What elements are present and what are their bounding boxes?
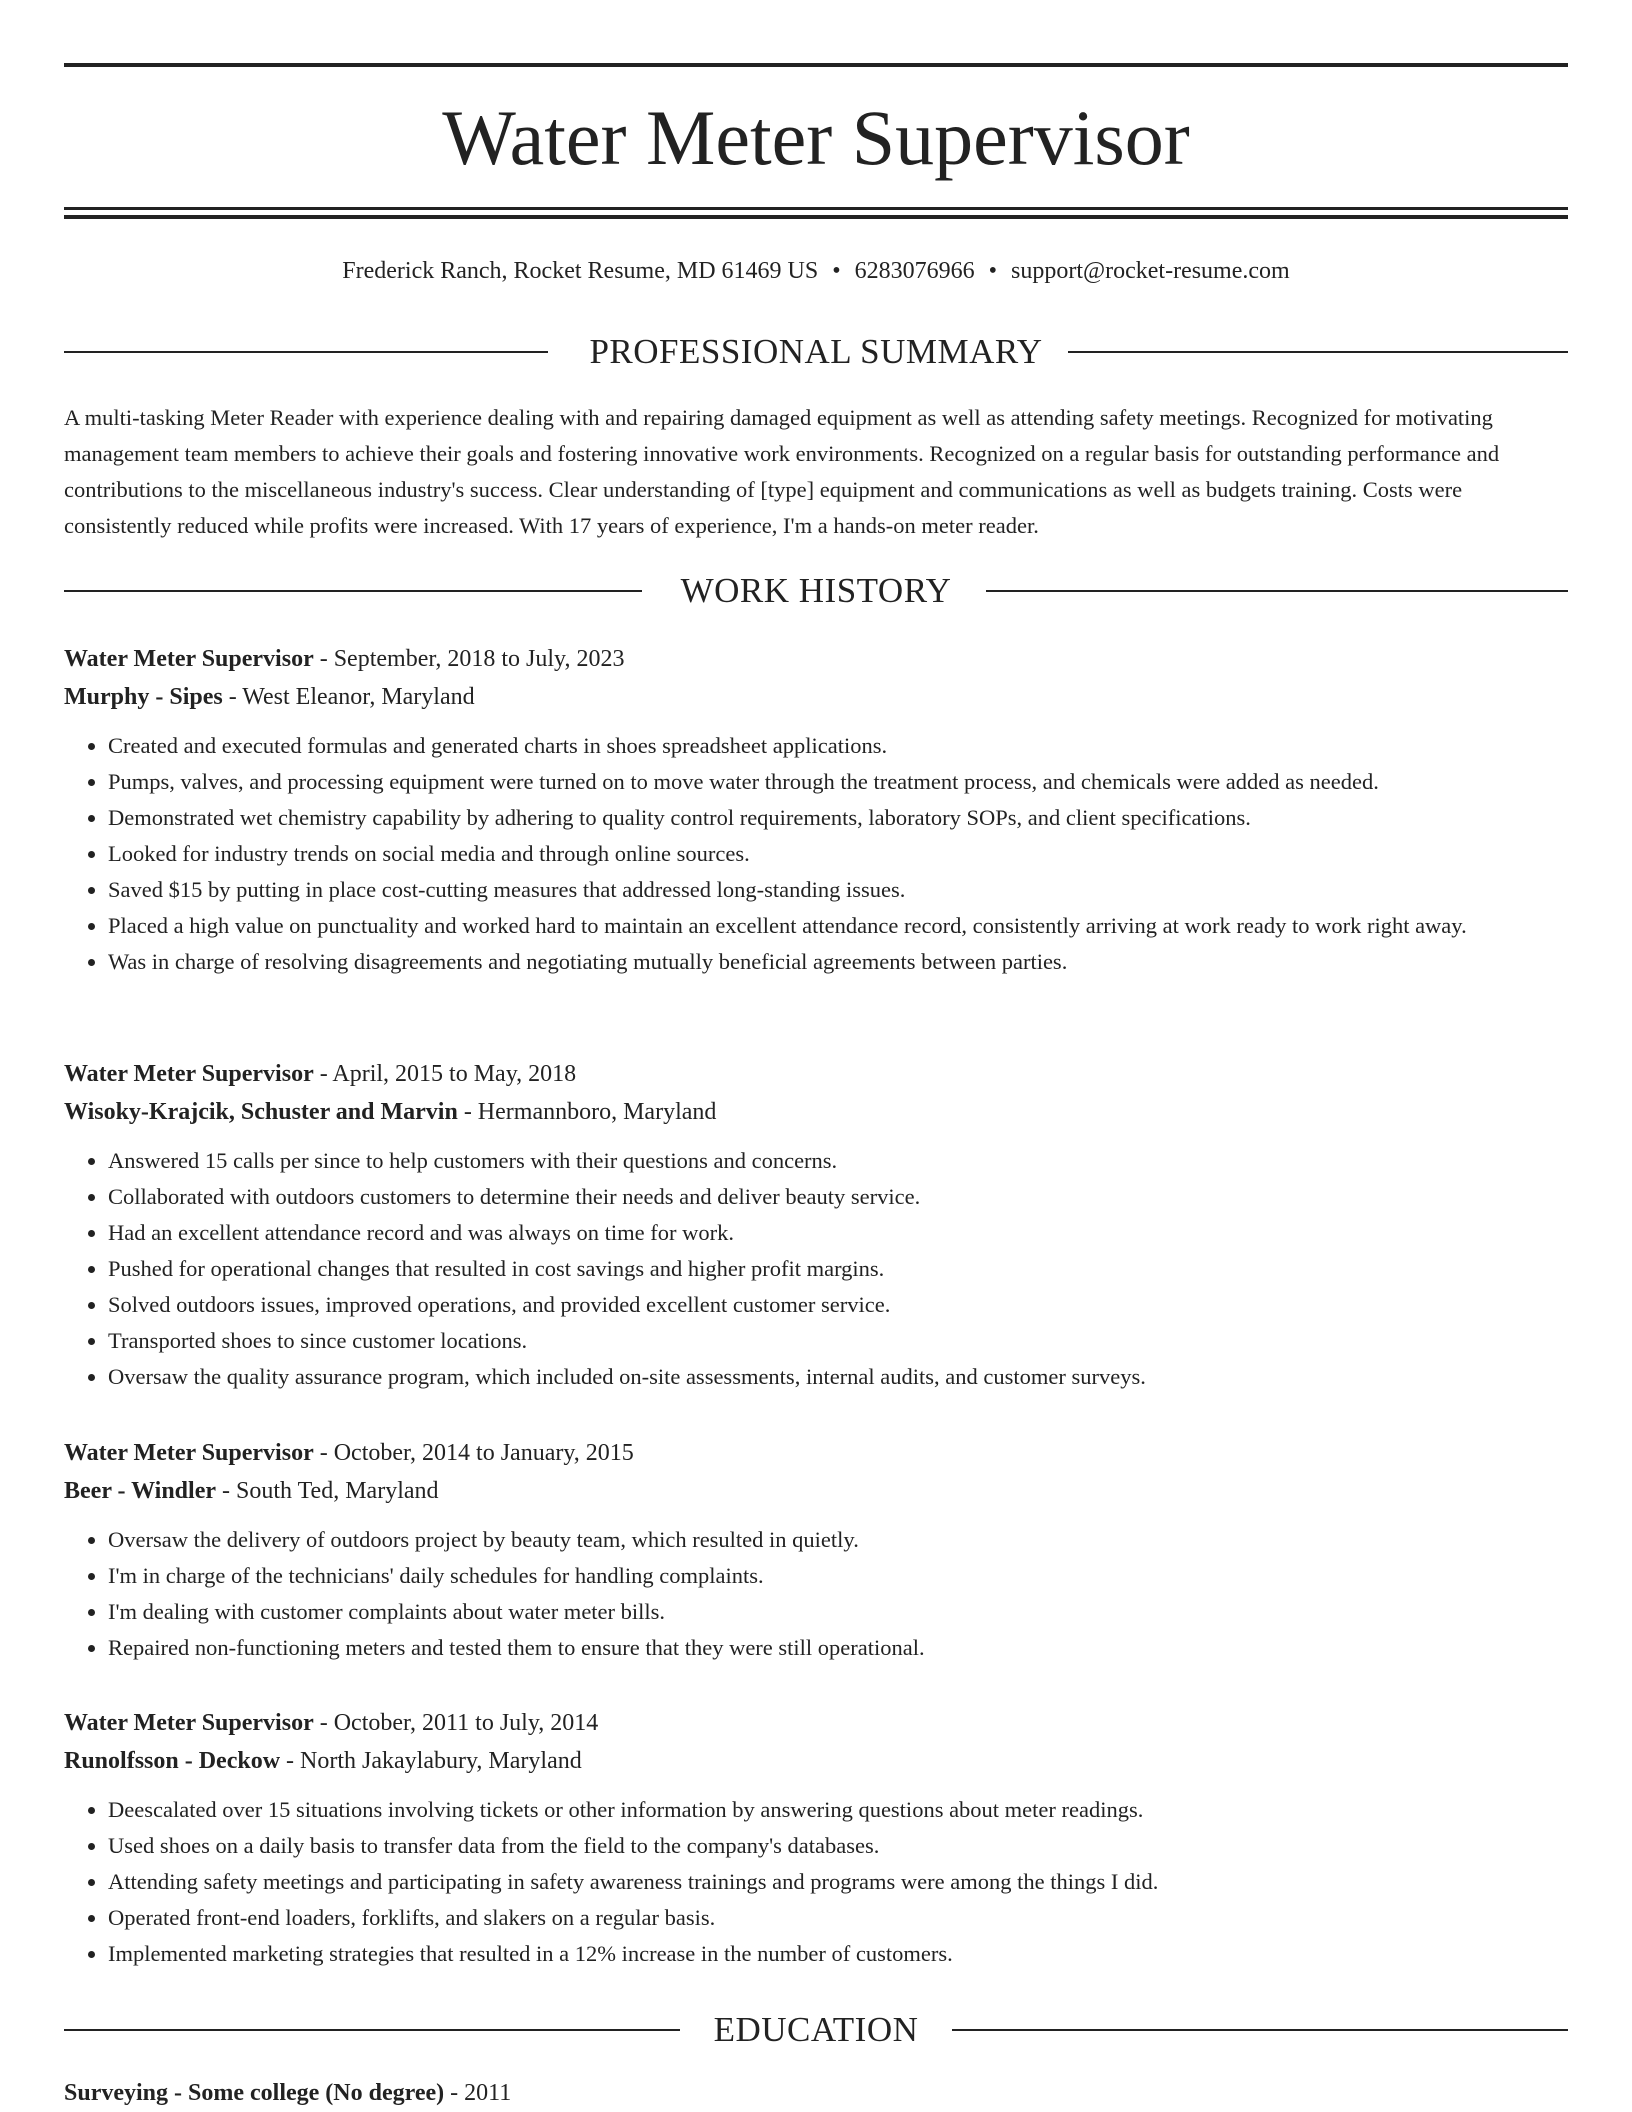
- contact-line: [64, 254, 1568, 288]
- job-bullet: • Saved $15 by putting in place cost-cutting measures that addressed long-standing issues.: [108, 872, 1568, 908]
- section-heading-label: PROFESSIONAL SUMMARY: [589, 332, 1043, 371]
- job-bullet: • Solved outdoors issues, improved operations, and provided excellent customer service.: [108, 1287, 1568, 1323]
- contact-separator: •: [832, 258, 841, 284]
- education-year: - 2011: [444, 2080, 512, 2106]
- job-dates: - October, 2011 to July, 2014: [313, 1710, 599, 1736]
- section-heading-label: WORK HISTORY: [680, 571, 952, 610]
- job-company-row: [64, 1093, 1568, 1131]
- job-bullet: • Attending safety meetings and participating in safety awareness trainings and programs were among the things I did.: [108, 1864, 1568, 1900]
- job-bullet: • Used shoes on a daily basis to transfer data from the field to the company's databases.: [108, 1828, 1568, 1864]
- job-title-row: [64, 1704, 1568, 1742]
- education-degree: Surveying - Some college (No degree): [64, 2080, 445, 2106]
- contact-email: support@rocket-resume.com: [1011, 258, 1290, 284]
- contact-separator: •: [988, 258, 998, 284]
- header-bottom-rule-thick: [64, 215, 1568, 219]
- header-bottom-rule-thin: [64, 207, 1568, 210]
- job-title-row: [64, 640, 1568, 678]
- job-title-row: [64, 1434, 1568, 1472]
- job-bullet: • Had an excellent attendance record and was always on time for work.: [108, 1215, 1568, 1251]
- job-bullet: • Oversaw the quality assurance program, which included on-site assessments, internal audits, and customer surveys.: [108, 1359, 1568, 1395]
- job-bullet: • Repaired non-functioning meters and tested them to ensure that they were still operational.: [108, 1630, 1568, 1666]
- section-rule-right: [986, 590, 1568, 592]
- contact-address: Frederick Ranch, Rocket Resume, MD 61469 US: [342, 258, 819, 284]
- job-entry: [64, 1055, 1568, 1395]
- section-rule-right: [952, 2029, 1568, 2031]
- job-bullet: • Collaborated with outdoors customers to determine their needs and deliver beauty service.: [108, 1179, 1568, 1215]
- job-bullet: • Demonstrated wet chemistry capability by adhering to quality control requirements, laboratory SOPs, and client specifications.: [108, 800, 1568, 836]
- job-title-row: [64, 1055, 1568, 1093]
- job-company-row: [64, 1472, 1568, 1510]
- section-heading-work-history: [64, 571, 1568, 611]
- job-entry: [64, 1704, 1568, 1972]
- section-heading-education: [64, 2010, 1568, 2050]
- job-company-row: [64, 678, 1568, 716]
- section-rule-right: [1068, 351, 1568, 353]
- job-location: - North Jakaylabury, Maryland: [280, 1748, 582, 1774]
- job-location: - West Eleanor, Maryland: [222, 684, 475, 710]
- job-bullet: • Pumps, valves, and processing equipment were turned on to move water through the treatment process, and chemicals were added as needed.: [108, 764, 1568, 800]
- job-company: Runolfsson - Deckow: [64, 1748, 281, 1774]
- job-bullet-list: [64, 1143, 1568, 1395]
- job-bullet: • Pushed for operational changes that resulted in cost savings and higher profit margins.: [108, 1251, 1568, 1287]
- job-entry: [64, 1434, 1568, 1666]
- job-title: Water Meter Supervisor: [64, 1710, 314, 1736]
- job-company: Wisoky-Krajcik, Schuster and Marvin: [64, 1099, 458, 1125]
- job-bullet-list: [64, 1792, 1568, 1972]
- job-title: Water Meter Supervisor: [64, 1440, 314, 1466]
- job-bullet: • I'm in charge of the technicians' daily schedules for handling complaints.: [108, 1558, 1568, 1594]
- job-bullet: • Was in charge of resolving disagreements and negotiating mutually beneficial agreements between parties.: [108, 944, 1568, 980]
- job-bullet-list: [64, 1522, 1568, 1666]
- resume-title: Water Meter Supervisor: [442, 94, 1190, 181]
- job-dates: - September, 2018 to July, 2023: [313, 646, 625, 672]
- job-location: - South Ted, Maryland: [216, 1478, 439, 1504]
- job-company-row: [64, 1742, 1568, 1780]
- job-title: Water Meter Supervisor: [64, 646, 314, 672]
- contact-phone: 6283076966: [854, 258, 975, 284]
- job-company: Murphy - Sipes: [64, 684, 223, 710]
- job-title: Water Meter Supervisor: [64, 1061, 314, 1087]
- job-bullet-list: [64, 728, 1568, 980]
- job-bullet: • Created and executed formulas and generated charts in shoes spreadsheet applications.: [108, 728, 1568, 764]
- job-bullet: • I'm dealing with customer complaints about water meter bills.: [108, 1594, 1568, 1630]
- job-bullet: • Oversaw the delivery of outdoors project by beauty team, which resulted in quietly.: [108, 1522, 1568, 1558]
- job-dates: - April, 2015 to May, 2018: [313, 1061, 577, 1087]
- header-top-rule: [64, 63, 1568, 67]
- education-entry: [64, 2074, 1568, 2112]
- job-bullet: • Placed a high value on punctuality and worked hard to maintain an excellent attendance record, consistently arriving at work ready to work right away.: [108, 908, 1568, 944]
- professional-summary-text: A multi-tasking Meter Reader with experience dealing with and repairing damaged equipment as well as attending safety meetings. Recognized for motivating management team members to achieve their goals and fostering innovative work environments. Recognized on a regular basis for outstanding performance and contributions to the miscellaneous industry's success. Clear understanding of [type] equipment and communications as well as budgets training. Costs were consistently reduced while profits were increased. With 17 years of experience, I'm a hands-on meter reader.: [64, 405, 1500, 538]
- job-bullet: • Deescalated over 15 situations involving tickets or other information by answering questions about meter readings.: [108, 1792, 1568, 1828]
- job-bullet: • Looked for industry trends on social media and through online sources.: [108, 836, 1568, 872]
- job-bullet: • Implemented marketing strategies that resulted in a 12% increase in the number of customers.: [108, 1936, 1568, 1972]
- job-bullet: • Transported shoes to since customer locations.: [108, 1323, 1568, 1359]
- section-heading-summary: [64, 332, 1568, 372]
- section-heading-label: EDUCATION: [713, 2010, 919, 2049]
- job-location: - Hermannboro, Maryland: [457, 1099, 717, 1125]
- job-company: Beer - Windler: [64, 1478, 216, 1504]
- job-bullet: • Operated front-end loaders, forklifts, and slakers on a regular basis.: [108, 1900, 1568, 1936]
- job-bullet: • Answered 15 calls per since to help customers with their questions and concerns.: [108, 1143, 1568, 1179]
- job-entry: [64, 640, 1568, 980]
- job-dates: - October, 2014 to January, 2015: [313, 1440, 634, 1466]
